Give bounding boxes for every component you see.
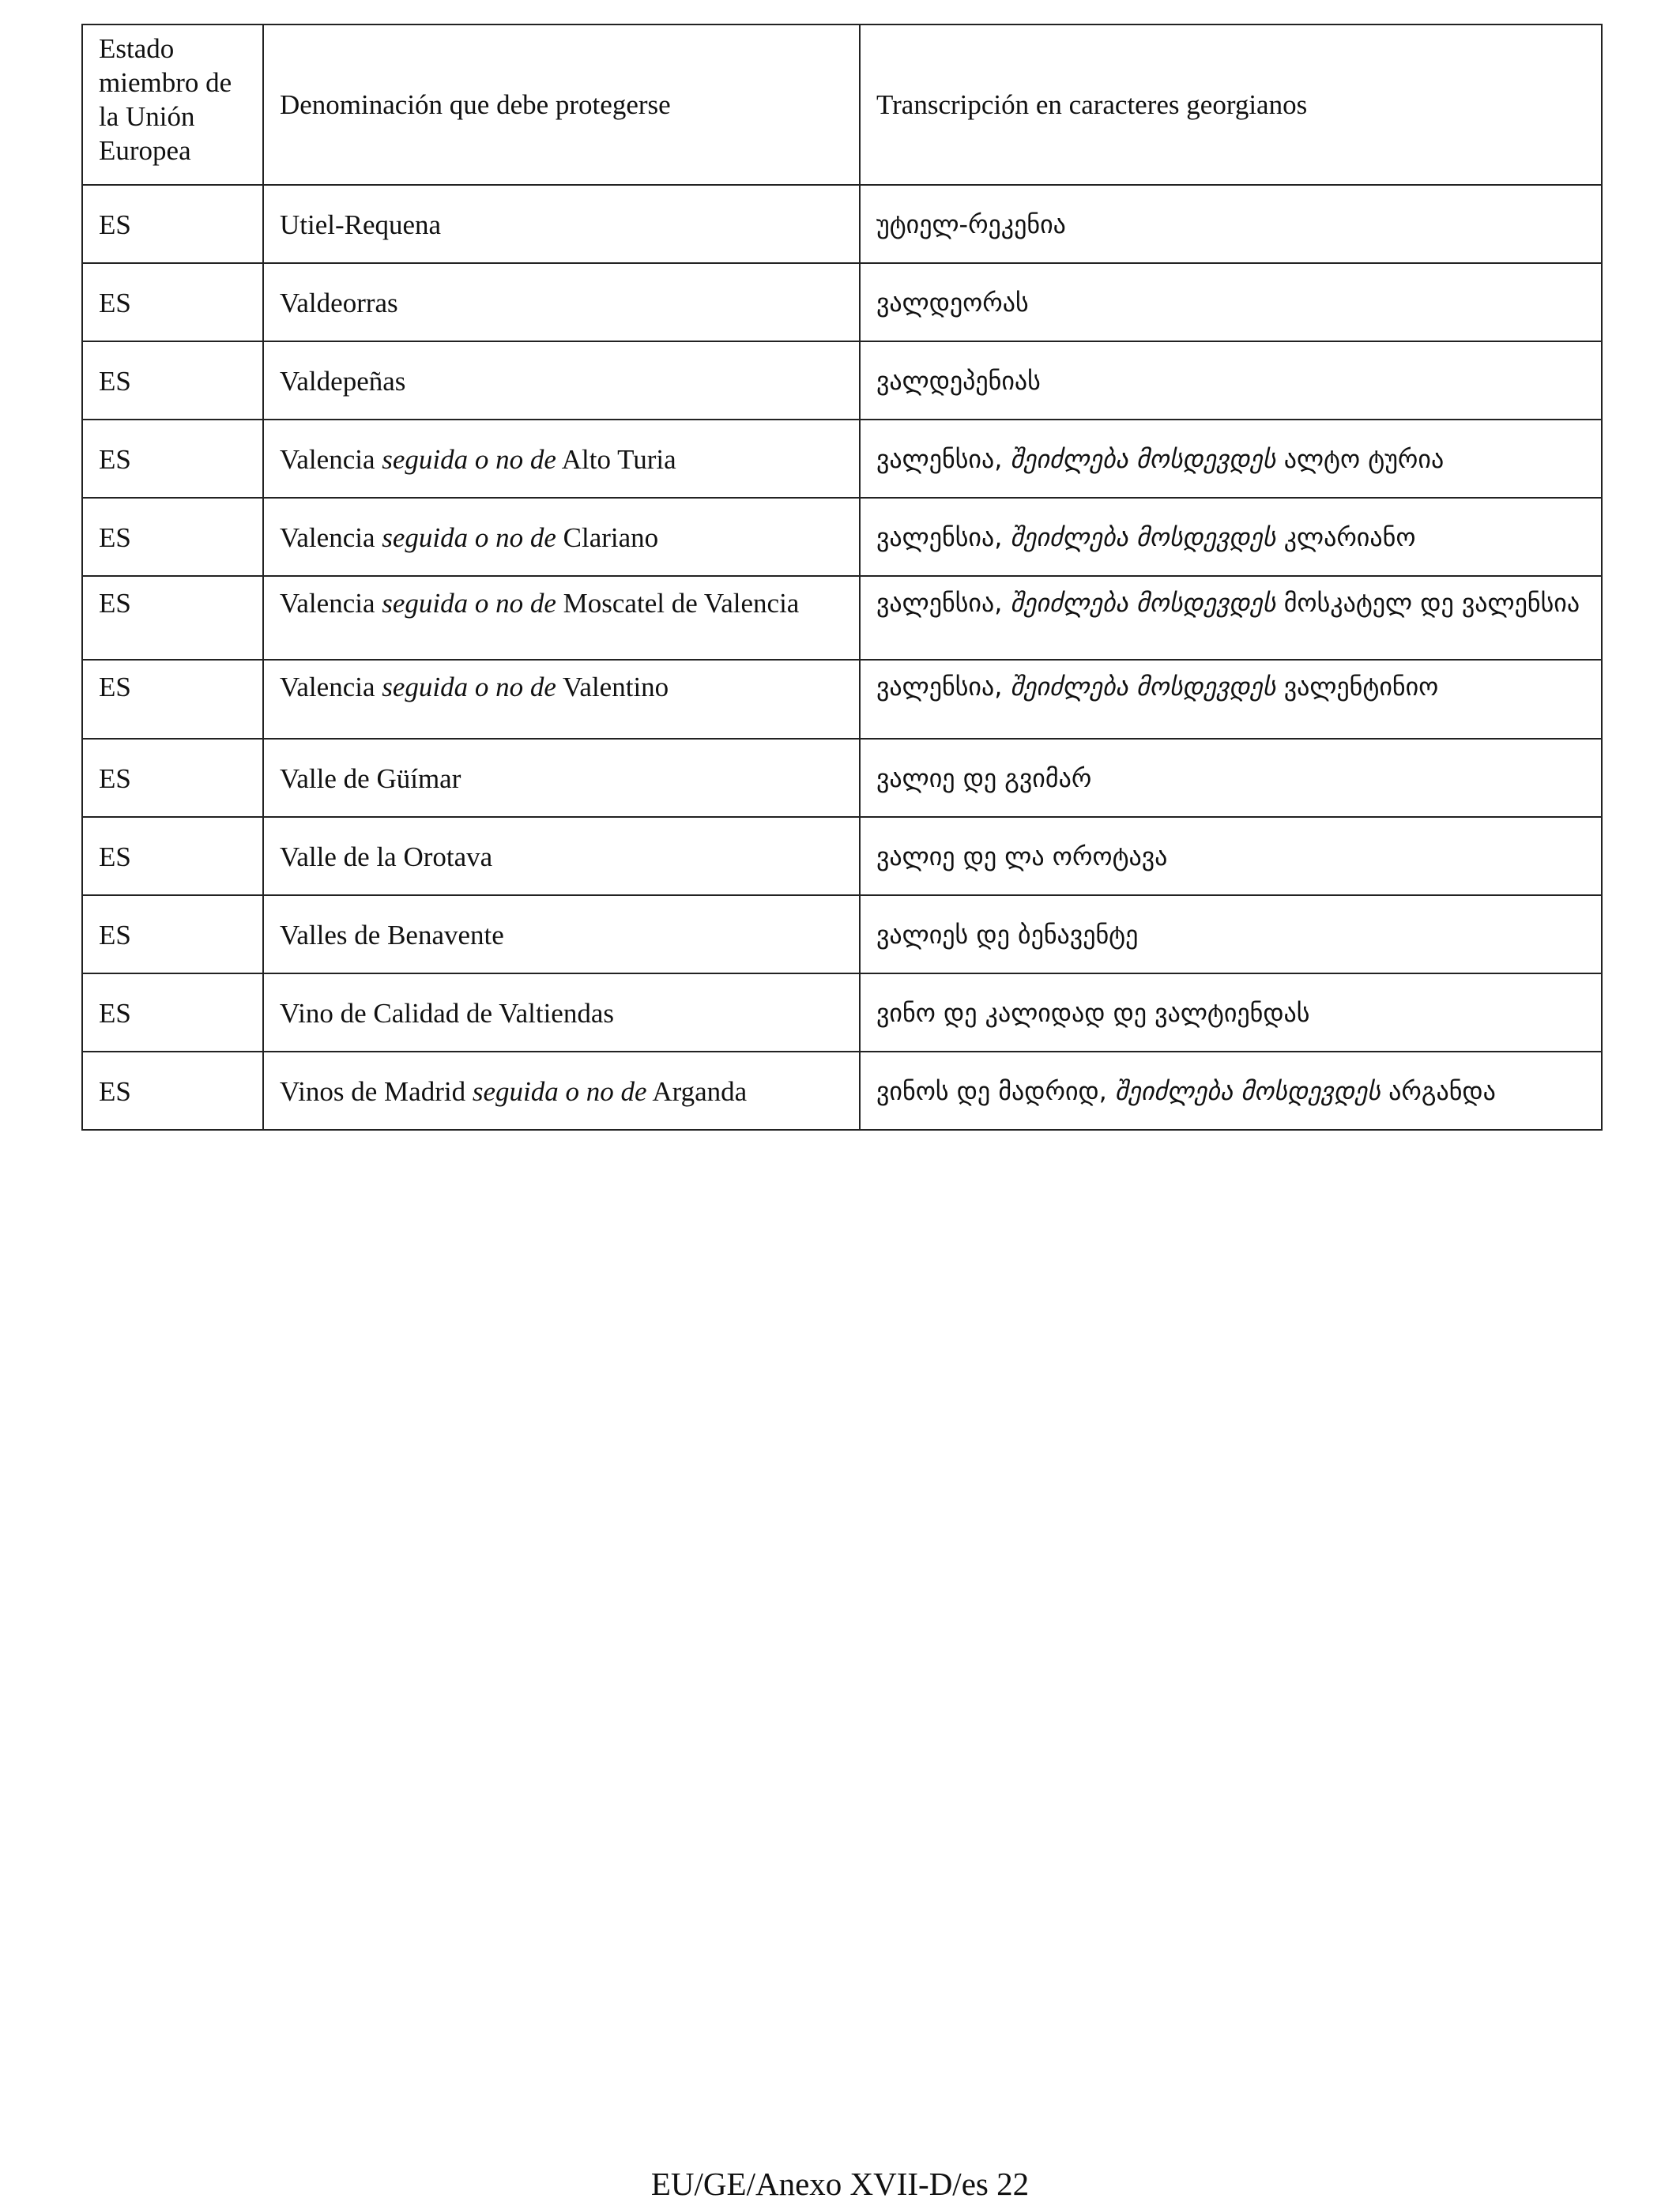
wine-names-table xyxy=(81,24,1603,1131)
georgian-text: ვალდეორას xyxy=(876,288,1029,318)
table-row xyxy=(82,895,1602,973)
georgian-text: ვალიე დე ლა ოროტავა xyxy=(876,841,1168,871)
georgian-text: ვალიეს დე ბენავენტე xyxy=(876,920,1139,950)
cell-georgian-transcription xyxy=(860,185,1602,263)
cell-member-state: ES xyxy=(82,660,263,739)
name-text: Valles de Benavente xyxy=(280,920,504,950)
name-text: Valdepeñas xyxy=(280,366,406,397)
georgian-text: მოსკატელ დე ვალენსია xyxy=(1275,588,1580,618)
georgian-qualifier-italic: შეიძლება მოსდევდეს xyxy=(1115,1076,1381,1106)
cell-member-state: ES xyxy=(82,817,263,895)
table-row xyxy=(82,263,1602,341)
cell-georgian-transcription xyxy=(860,341,1602,420)
cell-protected-name xyxy=(263,420,860,498)
georgian-text: ვალდეპენიას xyxy=(876,366,1041,396)
page-footer: EU/GE/Anexo XVII-D/es 22 xyxy=(650,2166,1030,2202)
georgian-text: ალტო ტურია xyxy=(1275,444,1445,474)
name-qualifier-italic: seguida o no de xyxy=(382,588,556,619)
georgian-qualifier-italic: შეიძლება მოსდევდეს xyxy=(1010,672,1276,702)
cell-member-state: ES xyxy=(82,1052,263,1130)
header-member-state: Estado miembro de la Unión Europea xyxy=(82,24,263,185)
cell-member-state: ES xyxy=(82,895,263,973)
cell-georgian-transcription xyxy=(860,817,1602,895)
header-georgian-transcription: Transcripción en caracteres georgianos xyxy=(860,24,1602,185)
cell-member-state: ES xyxy=(82,263,263,341)
cell-georgian-transcription xyxy=(860,739,1602,817)
cell-member-state: ES xyxy=(82,341,263,420)
cell-protected-name xyxy=(263,973,860,1052)
georgian-text: ვინოს დე მადრიდ, xyxy=(876,1076,1116,1106)
cell-georgian-transcription xyxy=(860,420,1602,498)
cell-member-state: ES xyxy=(82,498,263,576)
cell-protected-name xyxy=(263,341,860,420)
name-qualifier-italic: seguida o no de xyxy=(382,522,556,553)
name-text: Vino de Calidad de Valtiendas xyxy=(280,998,614,1029)
table-header-row xyxy=(82,24,1602,185)
cell-protected-name xyxy=(263,263,860,341)
georgian-text: არგანდა xyxy=(1380,1076,1496,1106)
name-text: Clariano xyxy=(556,522,659,553)
cell-protected-name xyxy=(263,498,860,576)
georgian-text: ვალენსია, xyxy=(876,444,1011,474)
cell-protected-name xyxy=(263,817,860,895)
name-text: Utiel-Requena xyxy=(280,209,442,240)
cell-protected-name xyxy=(263,185,860,263)
cell-protected-name xyxy=(263,576,860,660)
table-row xyxy=(82,341,1602,420)
name-text: Moscatel de Valencia xyxy=(556,588,800,619)
cell-georgian-transcription xyxy=(860,660,1602,739)
name-text: Vinos de Madrid xyxy=(280,1076,473,1107)
cell-member-state: ES xyxy=(82,739,263,817)
table-row xyxy=(82,498,1602,576)
cell-protected-name xyxy=(263,895,860,973)
table-row xyxy=(82,973,1602,1052)
name-text: Valdeorras xyxy=(280,288,398,318)
georgian-qualifier-italic: შეიძლება მოსდევდეს xyxy=(1010,444,1276,474)
table-row xyxy=(82,739,1602,817)
table-row xyxy=(82,1052,1602,1130)
name-text: Valencia xyxy=(280,588,382,619)
table-row xyxy=(82,660,1602,739)
cell-protected-name xyxy=(263,1052,860,1130)
name-text: Valle de Güímar xyxy=(280,763,461,794)
table-row xyxy=(82,576,1602,660)
header-protected-name: Denominación que debe protegerse xyxy=(263,24,860,185)
table-row xyxy=(82,817,1602,895)
table-body xyxy=(82,24,1602,1130)
georgian-text: ვალენსია, xyxy=(876,672,1011,702)
georgian-text: ვალენსია, xyxy=(876,588,1011,618)
cell-georgian-transcription xyxy=(860,895,1602,973)
cell-member-state: ES xyxy=(82,185,263,263)
cell-georgian-transcription xyxy=(860,1052,1602,1130)
name-text: Valle de la Orotava xyxy=(280,841,493,872)
georgian-text: კლარიანო xyxy=(1275,522,1416,552)
georgian-qualifier-italic: შეიძლება მოსდევდეს xyxy=(1010,588,1276,618)
name-text: Valentino xyxy=(556,672,669,702)
cell-protected-name xyxy=(263,739,860,817)
name-text: Valencia xyxy=(280,444,382,475)
cell-member-state: ES xyxy=(82,973,263,1052)
name-text: Alto Turia xyxy=(556,444,676,475)
table-row xyxy=(82,420,1602,498)
cell-member-state: ES xyxy=(82,420,263,498)
name-qualifier-italic: seguida o no de xyxy=(472,1076,647,1107)
cell-georgian-transcription xyxy=(860,498,1602,576)
cell-georgian-transcription xyxy=(860,263,1602,341)
georgian-qualifier-italic: შეიძლება მოსდევდეს xyxy=(1010,522,1276,552)
name-text: Valencia xyxy=(280,672,382,702)
cell-member-state: ES xyxy=(82,576,263,660)
georgian-text: უტიელ-რეკენია xyxy=(876,209,1066,239)
cell-georgian-transcription xyxy=(860,973,1602,1052)
name-text: Arganda xyxy=(646,1076,748,1107)
cell-georgian-transcription xyxy=(860,576,1602,660)
cell-protected-name xyxy=(263,660,860,739)
name-text: Valencia xyxy=(280,522,382,553)
georgian-text: ვალიე დე გვიმარ xyxy=(876,763,1092,793)
georgian-text: ვალენტინიო xyxy=(1275,672,1439,702)
georgian-text: ვალენსია, xyxy=(876,522,1011,552)
georgian-text: ვინო დე კალიდად დე ვალტიენდას xyxy=(876,998,1310,1028)
table-row xyxy=(82,185,1602,263)
name-qualifier-italic: seguida o no de xyxy=(382,672,556,702)
name-qualifier-italic: seguida o no de xyxy=(382,444,556,475)
